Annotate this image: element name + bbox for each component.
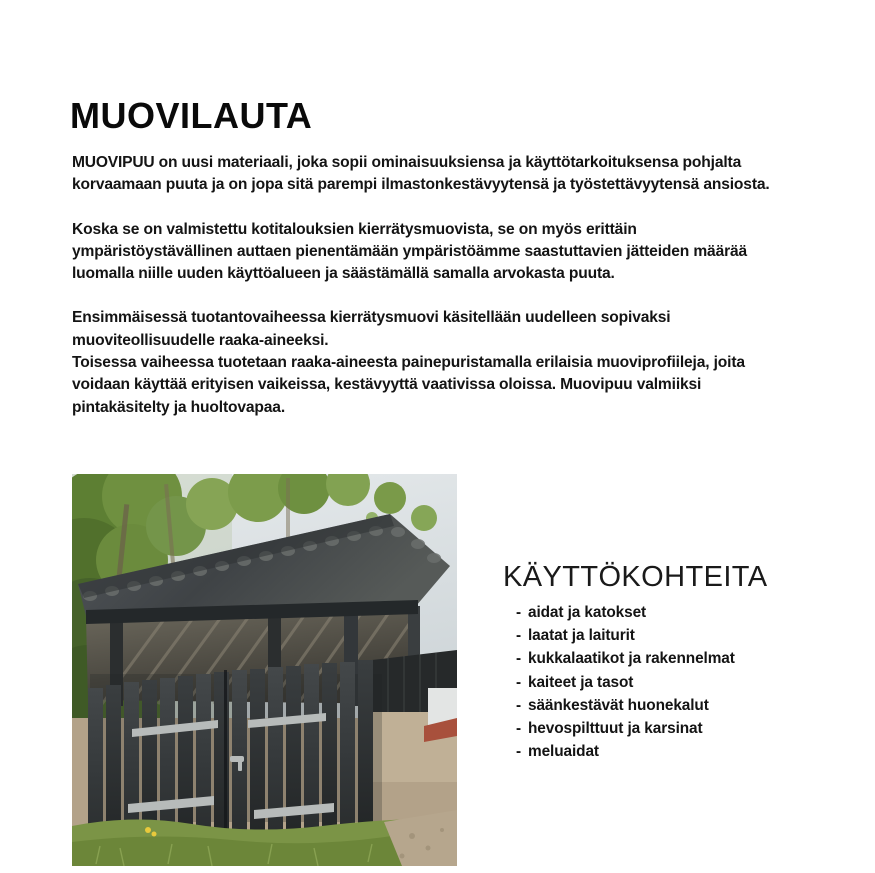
list-item-label: meluaidat [528,743,599,761]
list-item [516,624,735,647]
product-photo-illustration [72,474,457,866]
list-item [516,647,735,670]
bullet-dash: - [516,743,522,761]
bullet-dash: - [516,673,522,691]
paragraph-1 [72,152,797,197]
paragraph-4: Toisessa vaiheessa tuotetaan raaka-aineesta painepuristamalla erilaisia muoviprofiileja, joita voidaan käyttää erityisen vaikeissa, kestävyyttä vaativissa oloissa. Muovipuu valmiiksi pintakäsitelty ja huoltovapaa. [72,354,745,416]
bullet-dash: - [516,696,522,714]
list-item [516,740,735,763]
bullet-dash: - [516,720,522,738]
product-photo [72,474,457,866]
list-item-label: säänkestävät huonekalut [528,696,709,714]
list-item-label: kukkalaatikot ja rakennelmat [528,650,735,668]
paragraph-1-text: on uusi materiaali, joka sopii ominaisuuksiensa ja käyttötarkoituksensa pohjalta korvaamaan puuta ja on jopa sitä parempi ilmastonkestävyytensä ja työstettävyytensä ansiosta. [72,154,770,194]
list-item [516,717,735,740]
uses-heading: KÄYTTÖKOHTEITA [503,561,768,594]
uses-list [516,601,735,763]
bullet-dash: - [516,650,522,668]
list-item-label: aidat ja katokset [528,604,647,621]
list-item [516,601,735,624]
list-item-label: laatat ja laiturit [528,627,635,645]
paragraph-1-lead: MUOVIPUU [72,154,155,171]
bullet-dash: - [516,604,522,621]
slat-wall [88,660,382,846]
list-item [516,671,735,694]
list-item-label: hevospilttuut ja karsinat [528,720,703,738]
bullet-dash: - [516,627,522,645]
paragraph-3: Ensimmäisessä tuotantovaiheessa kierrätysmuovi käsitellään uudelleen sopivaksi muoviteollisuudelle raaka-aineeksi. [72,309,671,349]
page-title: MUOVILAUTA [70,95,313,137]
paragraph-2: Koska se on valmistettu kotitalouksien kierrätysmuovista, se on myös erittäin ympäristöystävällinen auttaen pienentämään ympäristöämme saastuttavien jätteiden määrää luomalla niille uuden käyttöalueen ja säästämällä samalla arvokasta puuta. [72,220,748,283]
list-item [516,694,735,717]
body-copy [72,152,797,419]
list-item-label: kaiteet ja tasot [528,673,634,691]
